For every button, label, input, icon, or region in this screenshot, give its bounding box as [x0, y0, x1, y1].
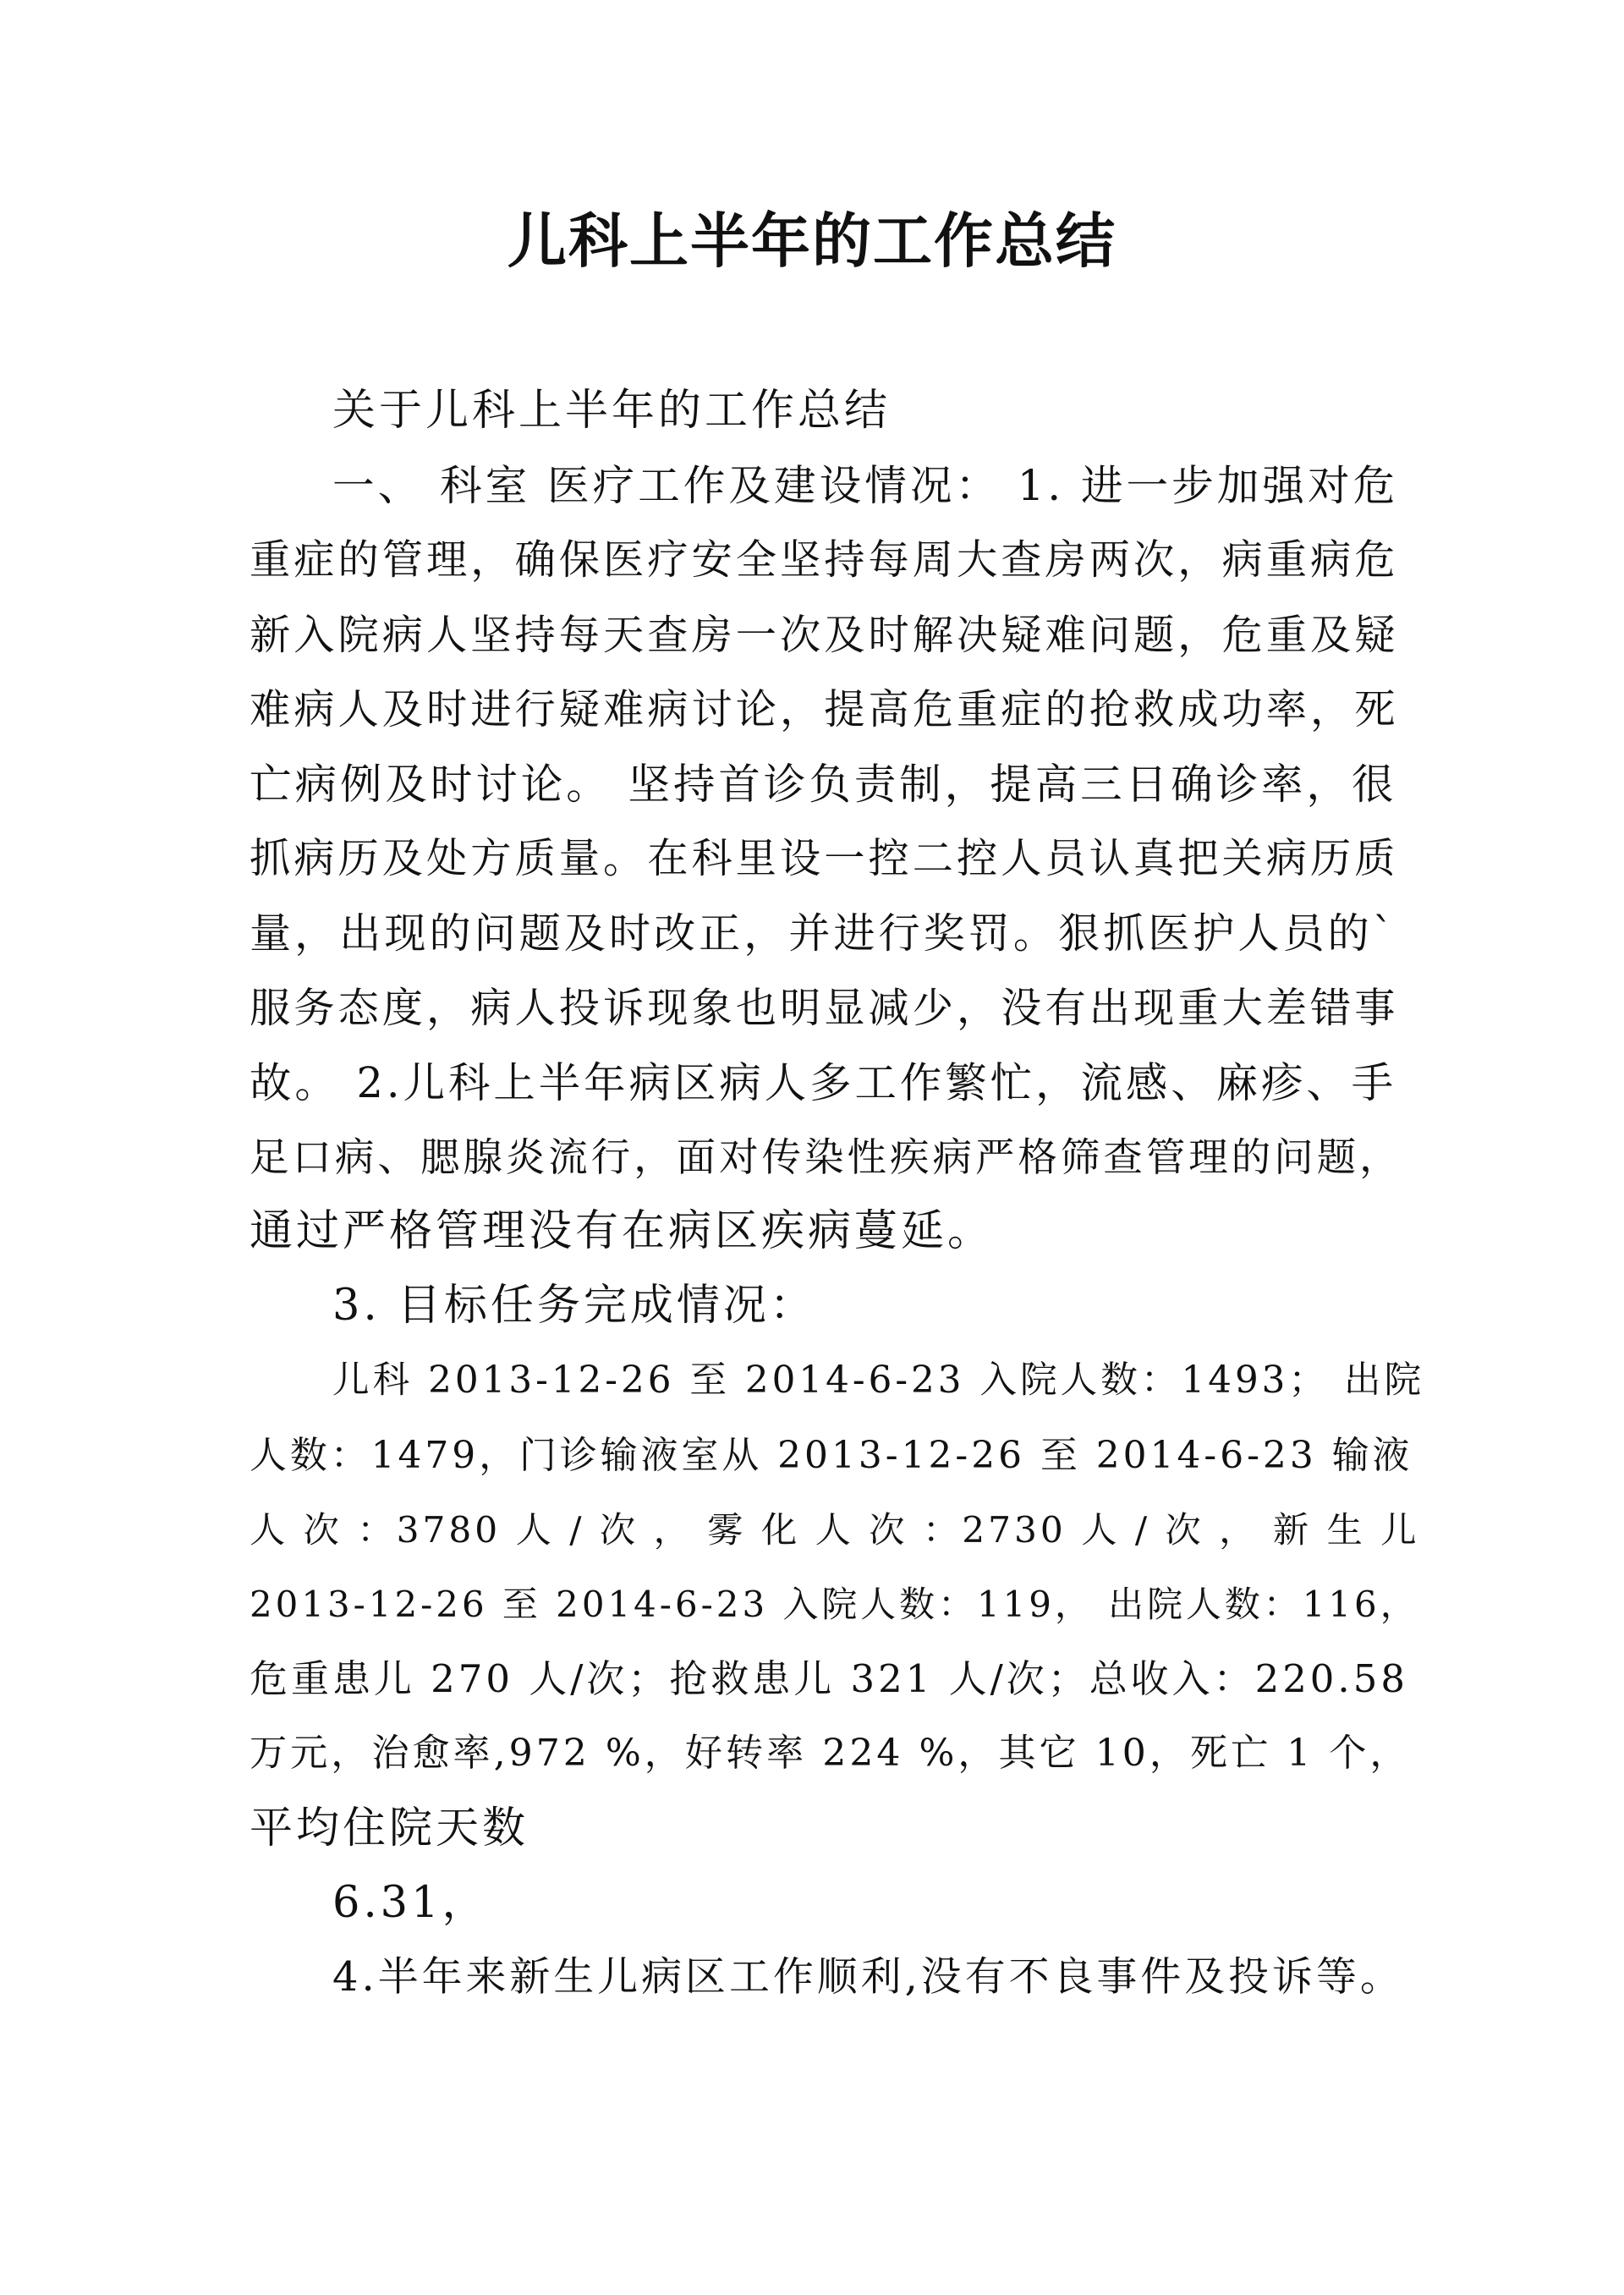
text-line: 抓病历及处方质量。在科里设一控二控人员认真把关病历质: [250, 835, 1399, 883]
text-line: 一、 科室 医疗工作及建设情况： 1. 进一步加强对危: [332, 461, 1399, 511]
document-body: [250, 374, 1425, 2015]
text-line: 足口病、腮腺炎流行，面对传染性疾病严格筛查管理的问题，: [250, 1134, 1402, 1180]
text-line: 关于儿科上半年的工作总结: [332, 386, 892, 436]
text-line: 2013-12-26 至 2014-6-23 入院人数：119， 出院人数：116，: [250, 1584, 1419, 1625]
text-line: 4.半年来新生儿病区工作顺利,没有不良事件及投诉等。: [332, 1953, 1404, 2001]
text-line: 故。 2.儿科上半年病区病人多工作繁忙，流感、麻疹、手: [250, 1057, 1397, 1107]
text-line: 量，出现的问题及时改正，并进行奖罚。狠抓医护人员的`: [250, 909, 1397, 958]
text-line: 新入院病人坚持每天查房一次及时解决疑难问题，危重及疑: [250, 611, 1399, 659]
text-line: 危重患儿 270 人/次；抢救患儿 321 人/次；总收入：220.58: [250, 1656, 1408, 1702]
text-line: 人数：1479，门诊输液室从 2013-12-26 至 2014-6-23 输液: [250, 1433, 1413, 1477]
text-line: 人 次 ：3780 人 / 次 ， 雾 化 人 次 ：2730 人 / 次 ， 新 生 儿: [250, 1508, 1420, 1551]
text-line: 平均住院天数: [250, 1803, 529, 1853]
text-line: 亡病例及时讨论。 坚持首诊负责制，提高三日确诊率，很: [250, 759, 1397, 809]
text-line: 服务态度，病人投诉现象也明显减少，没有出现重大差错事: [250, 984, 1399, 1032]
document-title: 儿科上半年的工作总结: [508, 206, 1116, 276]
text-line: 重症的管理，确保医疗安全坚持每周大查房两次，病重病危: [250, 536, 1399, 585]
text-line: 儿科 2013-12-26 至 2014-6-23 入院人数：1493； 出院: [332, 1359, 1425, 1403]
text-line: 3. 目标任务完成情况：: [332, 1281, 816, 1331]
text-line: 难病人及时进行疑难病讨论，提高危重症的抢救成功率，死: [250, 685, 1399, 733]
text-line: 通过严格管理没有在病区疾病蔓延。: [250, 1206, 995, 1257]
text-line: 6.31，: [332, 1877, 489, 1928]
text-line: 万元，治愈率,972 %，好转率 224 %，其它 10，死亡 1 个，: [250, 1732, 1411, 1776]
